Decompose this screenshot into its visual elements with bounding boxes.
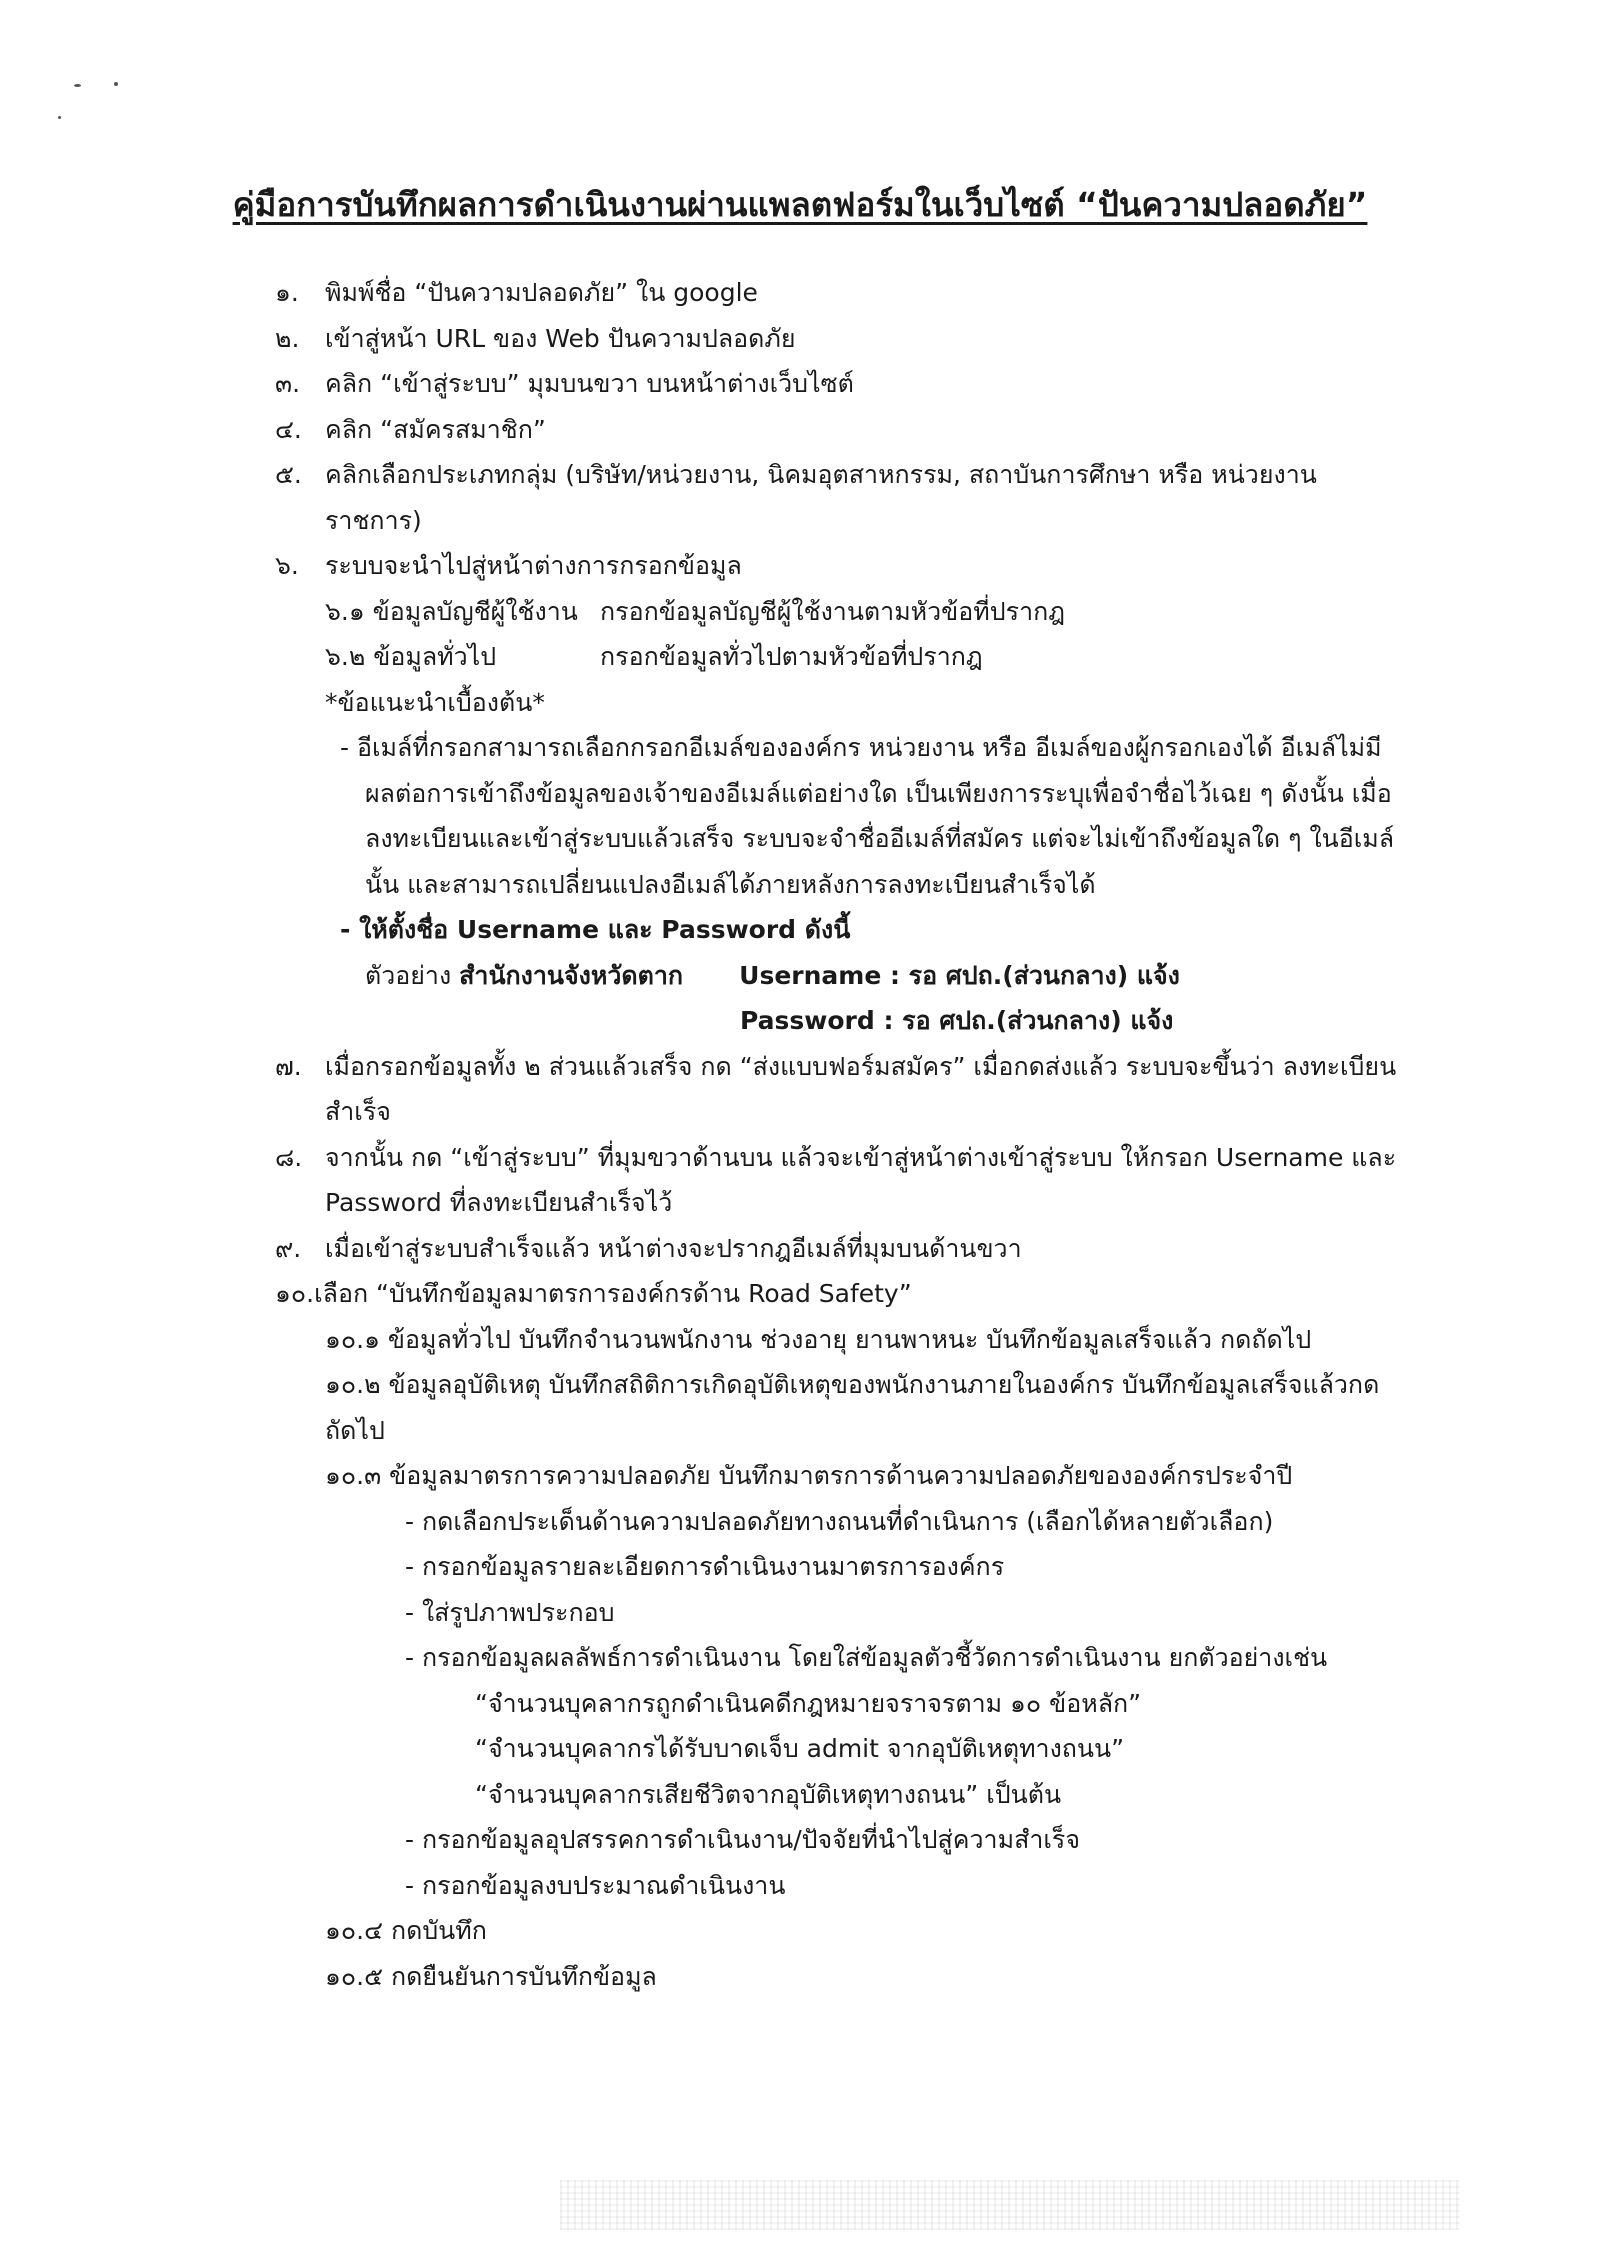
list-item: ๖. ระบบจะนำไปสู่หน้าต่างการกรอกข้อมูล [275, 551, 742, 580]
list-item: ๑. พิมพ์ชื่อ “ปันความปลอดภัย” ใน google [275, 278, 758, 307]
list-item: ๓. คลิก “เข้าสู่ระบบ” มุมบนขวา บนหน้าต่างเว็บไซต์ [275, 369, 854, 398]
bullet-item: - กรอกข้อมูลงบประมาณดำเนินงาน [405, 1870, 786, 1900]
sub-item: ๑๐.๑ ข้อมูลทั่วไป บันทึกจำนวนพนักงาน ช่วงอายุ ยานพาหนะ บันทึกข้อมูลเสร็จแล้ว กดถัดไป [325, 1324, 1312, 1354]
advice-text: - อีเมล์ที่กรอกสามารถเลือกกรอกอีเมล์ขององค์กร หน่วยงาน หรือ อีเมล์ของผู้กรอกเองได้ อีเมล์ไม่มี [340, 733, 1382, 762]
bullet-item: - กรอกข้อมูลอุปสรรคการดำเนินงาน/ปัจจัยที่นำไปสู่ความสำเร็จ [405, 1825, 1080, 1854]
sub-item: ๑๐.๔ กดบันทึก [325, 1916, 487, 1945]
document-title: คู่มือการบันทึกผลการดำเนินงานผ่านแพลตฟอร์มในเว็บไซต์ “ปันความปลอดภัย” [232, 185, 1368, 224]
bullet-item: - ใส่รูปภาพประกอบ [405, 1597, 615, 1627]
list-item: ๘. จากนั้น กด “เข้าสู่ระบบ” ที่มุมขวาด้านบน แล้วจะเข้าสู่หน้าต่างเข้าสู่ระบบ ให้กรอก Username และ [275, 1142, 1397, 1172]
bullet-item: - กรอกข้อมูลรายละเอียดการดำเนินงานมาตรการองค์กร [405, 1552, 1005, 1581]
scan-noise [560, 2180, 1460, 2230]
sub-item: ๖.๑ ข้อมูลบัญชีผู้ใช้งาน กรอกข้อมูลบัญชีผู้ใช้งานตามหัวข้อที่ปรากฎ [325, 596, 1066, 626]
scan-speck [74, 84, 81, 87]
scan-speck [114, 82, 118, 86]
scan-speck [58, 116, 61, 119]
list-item: ๑๐.เลือก “บันทึกข้อมูลมาตรการองค์กรด้าน Road Safety” [275, 1279, 912, 1308]
example-quote: “จำนวนบุคลากรถูกดำเนินคดีกฎหมายจราจรตาม ๑๐ ข้อหลัก” [475, 1688, 1142, 1718]
list-item: ๕. คลิกเลือกประเภทกลุ่ม (บริษัท/หน่วยงาน, นิคมอุตสาหกรรม, สถาบันการศึกษา หรือ หน่วยงาน [275, 460, 1317, 489]
bullet-item: - กรอกข้อมูลผลลัพธ์การดำเนินงาน โดยใส่ข้อมูลตัวชี้วัดการดำเนินงาน ยกตัวอย่างเช่น [405, 1643, 1328, 1672]
sub-item: ๑๐.๕ กดยืนยันการบันทึกข้อมูล [325, 1961, 657, 1991]
credential-password: Password : รอ ศปถ.(ส่วนกลาง) แจ้ง [740, 1006, 1174, 1035]
bullet-item: - กดเลือกประเด็นด้านความปลอดภัยทางถนนที่ดำเนินการ (เลือกได้หลายตัวเลือก) [405, 1506, 1274, 1536]
list-item: ๔. คลิก “สมัครสมาชิก” [275, 414, 546, 444]
sub-item-continuation: ถัดไป [325, 1415, 385, 1445]
advice-heading: *ข้อแนะนำเบื้องต้น* [325, 687, 545, 717]
example-quote: “จำนวนบุคลากรได้รับบาดเจ็บ admit จากอุบัติเหตุทางถนน” [475, 1734, 1125, 1763]
list-item: ๙. เมื่อเข้าสู่ระบบสำเร็จแล้ว หน้าต่างจะปรากฎอีเมล์ที่มุมบนด้านขวา [275, 1233, 1022, 1263]
list-item: ๒. เข้าสู่หน้า URL ของ Web ปันความปลอดภัย [275, 323, 796, 353]
credential-example: ตัวอย่าง สำนักงานจังหวัดตาก Username : รอ ศปถ.(ส่วนกลาง) แจ้ง [365, 960, 1180, 990]
list-item-continuation: ราชการ) [325, 505, 422, 535]
list-item: ๗. เมื่อกรอกข้อมูลทั้ง ๒ ส่วนแล้วเสร็จ กด “ส่งแบบฟอร์มสมัคร” เมื่อกดส่งแล้ว ระบบจะขึ้นว่า ลงทะเบียน [275, 1051, 1397, 1081]
sub-item: ๖.๒ ข้อมูลทั่วไป กรอกข้อมูลทั่วไปตามหัวข้อที่ปรากฎ [325, 642, 983, 671]
advice-text: นั้น และสามารถเปลี่ยนแปลงอีเมล์ได้ภายหลังการลงทะเบียนสำเร็จได้ [365, 869, 1096, 899]
example-quote: “จำนวนบุคลากรเสียชีวิตจากอุบัติเหตุทางถนน” เป็นต้น [475, 1779, 1062, 1809]
advice-text: ลงทะเบียนและเข้าสู่ระบบแล้วเสร็จ ระบบจะจำชื่ออีเมล์ที่สมัคร แต่จะไม่เข้าถึงข้อมูลใด ๆ ในอีเมล์ [365, 824, 1395, 853]
instruction-list [275, 270, 1485, 1999]
sub-item: ๑๐.๓ ข้อมูลมาตรการความปลอดภัย บันทึกมาตรการด้านความปลอดภัยขององค์กรประจำปี [325, 1461, 1293, 1490]
list-item-continuation: Password ที่ลงทะเบียนสำเร็จไว้ [325, 1188, 673, 1217]
advice-text: ผลต่อการเข้าถึงข้อมูลของเจ้าของอีเมล์แต่อย่างใด เป็นเพียงการระบุเพื่อจำชื่อไว้เฉย ๆ ดังนั้น เมื่อ [365, 778, 1392, 808]
sub-item: ๑๐.๒ ข้อมูลอุบัติเหตุ บันทึกสถิติการเกิดอุบัติเหตุของพนักงานภายในองค์กร บันทึกข้อมูลเสร็จแล้วกด [325, 1370, 1380, 1399]
advice-credentials: - ให้ตั้งชื่อ Username และ Password ดังนี้ [340, 915, 851, 944]
list-item-continuation: สำเร็จ [325, 1097, 391, 1126]
